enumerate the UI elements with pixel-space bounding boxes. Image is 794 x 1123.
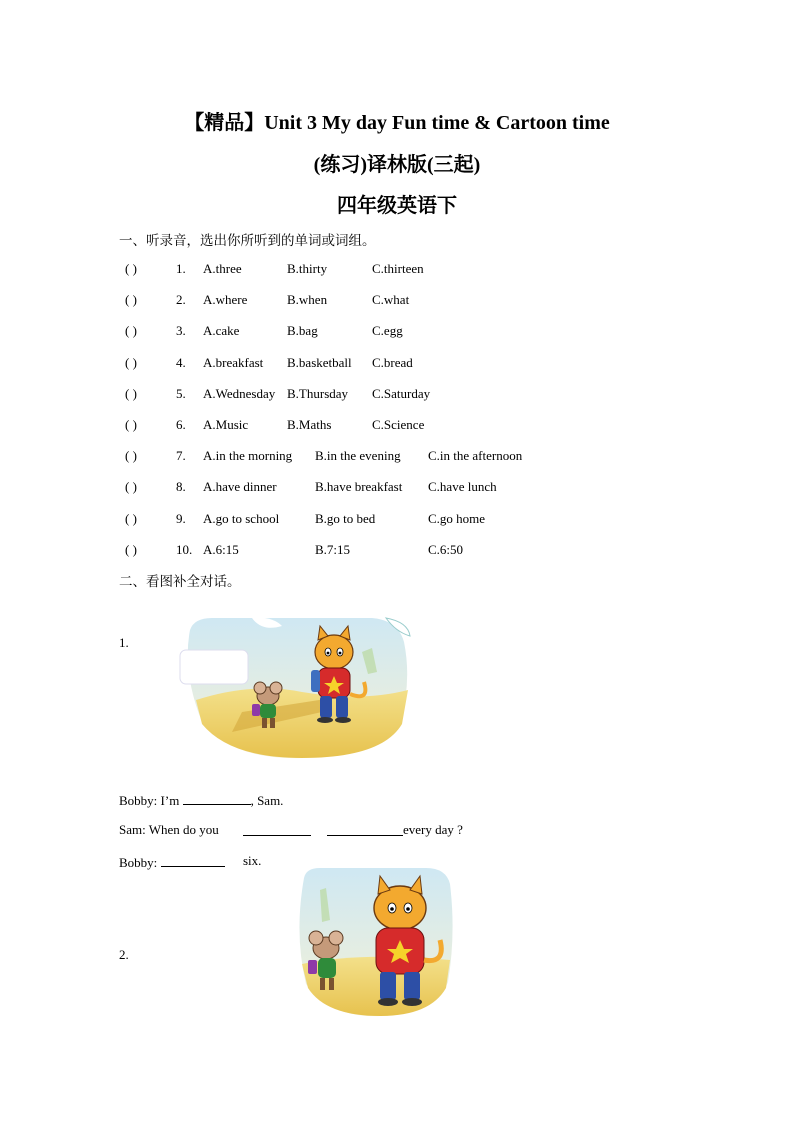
question-row bbox=[119, 448, 679, 468]
option-a: A.6:15 bbox=[203, 541, 239, 557]
question-row bbox=[119, 323, 679, 343]
option-a: A.Wednesday bbox=[203, 385, 276, 401]
dialogue-line-1-suffix: , Sam. bbox=[250, 793, 284, 808]
answer-parenthesis[interactable]: ( ) bbox=[125, 354, 137, 370]
answer-blank-4[interactable] bbox=[161, 853, 225, 867]
section-1-heading: 一、听录音，选出你所听到的单词或词组。 bbox=[119, 233, 376, 249]
option-a: A.in the morning bbox=[203, 448, 293, 464]
question-number: 4. bbox=[176, 354, 186, 370]
answer-parenthesis[interactable]: ( ) bbox=[125, 385, 137, 401]
question-row bbox=[119, 417, 679, 437]
question-number: 5. bbox=[176, 385, 186, 401]
option-b: B.go to bed bbox=[315, 510, 376, 526]
question-number: 10. bbox=[176, 541, 193, 557]
option-b: B.basketball bbox=[287, 354, 352, 370]
dialogue-line-2-suffix: every day ? bbox=[403, 822, 463, 837]
option-a: A.Music bbox=[203, 417, 249, 432]
option-c: C.have lunch bbox=[428, 479, 497, 495]
option-a: A.have dinner bbox=[203, 479, 277, 495]
cartoon-picture-1 bbox=[172, 612, 418, 762]
option-a: A.breakfast bbox=[203, 354, 264, 370]
answer-blank-2[interactable] bbox=[243, 822, 311, 836]
answer-parenthesis[interactable]: ( ) bbox=[125, 261, 137, 276]
question-number: 8. bbox=[176, 479, 186, 495]
title-line-3: 四年级英语下 bbox=[337, 195, 457, 217]
option-b: B.Maths bbox=[287, 417, 332, 432]
answer-parenthesis[interactable]: ( ) bbox=[125, 448, 137, 464]
option-c: C.egg bbox=[372, 323, 403, 339]
answer-parenthesis[interactable]: ( ) bbox=[125, 417, 137, 432]
option-a: A.three bbox=[203, 261, 242, 276]
title-line-2: (练习)译林版(三起) bbox=[313, 154, 481, 176]
question-row bbox=[119, 542, 679, 562]
option-c: C.what bbox=[372, 292, 410, 308]
option-c: C.Science bbox=[372, 417, 425, 432]
dialogue-line-2-prefix: Sam: When do you bbox=[119, 822, 219, 837]
dialogue-line-3-prefix: Bobby: bbox=[119, 855, 161, 870]
dialogue-line-1-prefix: Bobby: I’m bbox=[119, 793, 183, 808]
answer-blank-1[interactable] bbox=[183, 791, 251, 805]
dialogue-line-3 bbox=[119, 853, 225, 871]
title-line-1: 【精品】Unit 3 My day Fun time & Cartoon time bbox=[184, 112, 610, 134]
question-row bbox=[119, 386, 679, 406]
option-a: A.where bbox=[203, 292, 248, 308]
answer-parenthesis[interactable]: ( ) bbox=[125, 479, 137, 495]
option-a: A.cake bbox=[203, 323, 240, 339]
option-c: C.in the afternoon bbox=[428, 448, 523, 464]
option-a: A.go to school bbox=[203, 510, 280, 526]
option-c: C.6:50 bbox=[428, 541, 464, 557]
cartoon-picture-2 bbox=[290, 864, 456, 1020]
option-b: B.thirty bbox=[287, 261, 328, 276]
option-c: C.bread bbox=[372, 354, 413, 370]
option-b: B.when bbox=[287, 292, 328, 308]
dialogue-line-2 bbox=[119, 822, 219, 838]
question-number: 9. bbox=[176, 510, 186, 526]
question-row bbox=[119, 511, 679, 531]
question-number: 2. bbox=[176, 292, 186, 308]
question-number: 1. bbox=[176, 261, 186, 276]
option-c: C.thirteen bbox=[372, 261, 424, 276]
option-c: C.Saturday bbox=[372, 385, 431, 401]
option-b: B.7:15 bbox=[315, 541, 351, 557]
option-b: B.have breakfast bbox=[315, 479, 403, 495]
question-row bbox=[119, 355, 679, 375]
dialogue-line-3-suffix: six. bbox=[243, 853, 262, 868]
option-b: B.bag bbox=[287, 323, 318, 339]
section-2-heading: 二、看图补全对话。 bbox=[119, 574, 241, 590]
item-1-number: 1. bbox=[119, 635, 129, 650]
dialogue-line-1 bbox=[119, 791, 283, 809]
question-number: 7. bbox=[176, 448, 186, 464]
item-2-number: 2. bbox=[119, 947, 129, 962]
answer-parenthesis[interactable]: ( ) bbox=[125, 323, 137, 339]
option-b: B.Thursday bbox=[287, 385, 349, 401]
option-c: C.go home bbox=[428, 510, 486, 526]
answer-parenthesis[interactable]: ( ) bbox=[125, 292, 137, 308]
answer-parenthesis[interactable]: ( ) bbox=[125, 541, 137, 557]
question-row bbox=[119, 261, 679, 281]
answer-parenthesis[interactable]: ( ) bbox=[125, 510, 137, 526]
option-b: B.in the evening bbox=[315, 448, 401, 464]
question-number: 6. bbox=[176, 417, 186, 432]
question-row bbox=[119, 479, 679, 499]
question-number: 3. bbox=[176, 323, 186, 339]
question-row bbox=[119, 292, 679, 312]
answer-blank-3[interactable] bbox=[327, 822, 403, 836]
